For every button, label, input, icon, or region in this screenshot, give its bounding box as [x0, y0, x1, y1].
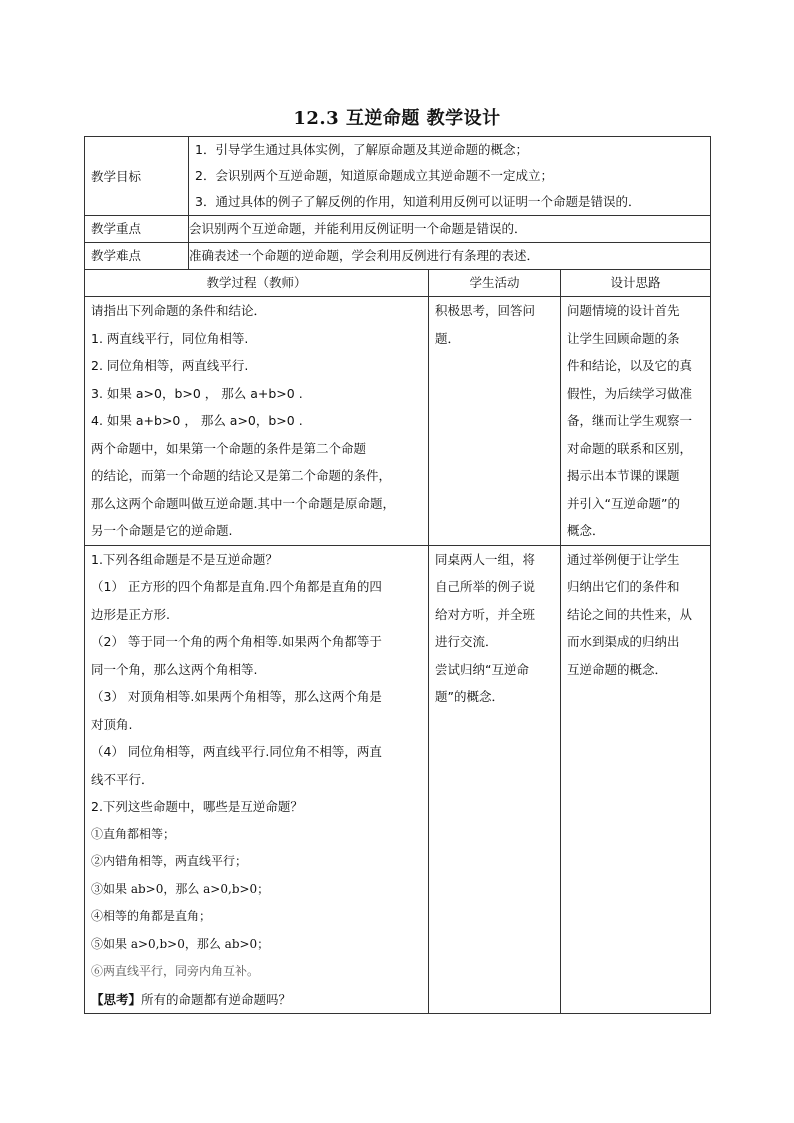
goal-item: 1．引导学生通过具体实例，了解原命题及其逆命题的概念； [195, 142, 528, 157]
key-point-row [85, 216, 711, 243]
section1-design [561, 297, 711, 546]
process-line: ⑥两直线平行，同旁内角互补。 [91, 964, 260, 978]
process-line: ③如果 ab>0，那么 a>0,b>0； [91, 881, 270, 896]
process-line: 2. 同位角相等，两直线平行. [91, 358, 249, 373]
process-line: 请指出下列命题的条件和结论． [91, 303, 267, 318]
design-line: 并引入“互逆命题”的 [567, 495, 680, 511]
process-line: ④相等的角都是直角； [91, 909, 212, 923]
difficulty-text: 准确表述一个命题的逆命题，学会利用反例进行有条理的表述． [189, 243, 711, 270]
student-line: 积极思考，回答问 [435, 303, 536, 318]
design-line: 互逆命题的概念． [567, 661, 668, 677]
student-line: 题． [435, 330, 461, 346]
process-line: 3. 如果 a>0，b>0 ， 那么 a+b>0 . [91, 385, 303, 401]
section1-student [429, 297, 561, 546]
process-line: （1） 正方形的四个角都是直角.四个角都是直角的四 [91, 579, 382, 594]
design-line: 概念． [567, 523, 605, 538]
header-student: 学生活动 [429, 270, 561, 297]
process-line: 同一个角，那么这两个角相等. [91, 661, 258, 677]
design-line: 通过举例便于让学生 [567, 551, 680, 567]
think-line: 【思考】所有的命题都有逆命题吗？ [91, 991, 292, 1007]
design-line: 问题情境的设计首先 [567, 303, 680, 318]
student-line: 自己所举的例子说 [435, 579, 536, 594]
goals-content [189, 137, 711, 216]
design-line: 件和结论，以及它的真 [567, 358, 693, 373]
student-line: 题”的概念． [435, 689, 504, 704]
goal-item: 2．会识别两个互逆命题，知道原命题成立其逆命题不一定成立； [195, 168, 553, 183]
difficulty-label: 教学难点 [85, 243, 189, 270]
lesson-plan-table [84, 136, 711, 1014]
section2-design [561, 545, 711, 1014]
design-line: 假性，为后续学习做准 [567, 385, 693, 401]
goals-row [85, 137, 711, 216]
design-line: 而水到渠成的归纳出 [567, 634, 680, 649]
process-line: ②内错角相等，两直线平行； [91, 854, 248, 868]
header-row [85, 270, 711, 297]
process-line: 两个命题中，如果第一个命题的条件是第二个命题 [91, 440, 367, 456]
difficulty-row [85, 243, 711, 270]
header-design: 设计思路 [561, 270, 711, 297]
section2-student [429, 545, 561, 1014]
design-line: 揭示出本节课的课题 [567, 468, 680, 483]
process-line: 线不平行． [91, 771, 154, 787]
goals-label: 教学目标 [85, 137, 189, 216]
key-point-text: 会识别两个互逆命题，并能利用反例证明一个命题是错误的． [189, 216, 711, 243]
design-line: 结论之间的共性来，从 [567, 606, 693, 622]
process-line: 2.下列这些命题中，哪些是互逆命题？ [91, 799, 303, 814]
process-line: （4） 同位角相等，两直线平行.同位角不相等，两直 [91, 744, 382, 759]
section2-row [85, 545, 711, 1014]
student-line: 进行交流． [435, 634, 498, 649]
goal-item: 3．通过具体的例子了解反例的作用，知道利用反例可以证明一个命题是错误的． [195, 194, 641, 209]
process-line: 对顶角. [91, 716, 133, 732]
student-line: 尝试归纳“互逆命 [435, 661, 529, 677]
process-line: 边形是正方形. [91, 606, 170, 622]
process-line: 另一个命题是它的逆命题. [91, 523, 233, 538]
section1-row [85, 297, 711, 546]
process-line: 那么这两个命题叫做互逆命题.其中一个命题是原命题， [91, 495, 395, 511]
page-title: 12.3 互逆命题 教学设计 [293, 108, 501, 129]
design-line: 备，继而让学生观察一 [567, 413, 693, 428]
process-line: ⑤如果 a>0,b>0，那么 ab>0； [91, 936, 270, 951]
process-line: 的结论，而第一个命题的结论又是第二个命题的条件， [91, 468, 392, 483]
design-line: 对命题的联系和区别， [567, 440, 693, 456]
student-line: 给对方听，并全班 [435, 606, 536, 622]
process-line: （3） 对顶角相等.如果两个角相等，那么这两个角是 [91, 689, 382, 704]
process-line: （2） 等于同一个角的两个角相等.如果两个角都等于 [91, 634, 382, 649]
header-process: 教学过程（教师） [85, 270, 429, 297]
student-line: 同桌两人一组，将 [435, 551, 536, 567]
key-point-label: 教学重点 [85, 216, 189, 243]
process-line: ①直角都相等； [91, 826, 176, 841]
process-line: 4. 如果 a+b>0 ， 那么 a>0，b>0 . [91, 413, 303, 428]
design-line: 让学生回顾命题的条 [567, 330, 680, 346]
section1-process [85, 297, 429, 546]
section2-process [85, 545, 429, 1014]
design-line: 归纳出它们的条件和 [567, 579, 680, 594]
process-line: 1. 两直线平行，同位角相等. [91, 330, 249, 346]
process-line: 1.下列各组命题是不是互逆命题？ [91, 551, 278, 567]
